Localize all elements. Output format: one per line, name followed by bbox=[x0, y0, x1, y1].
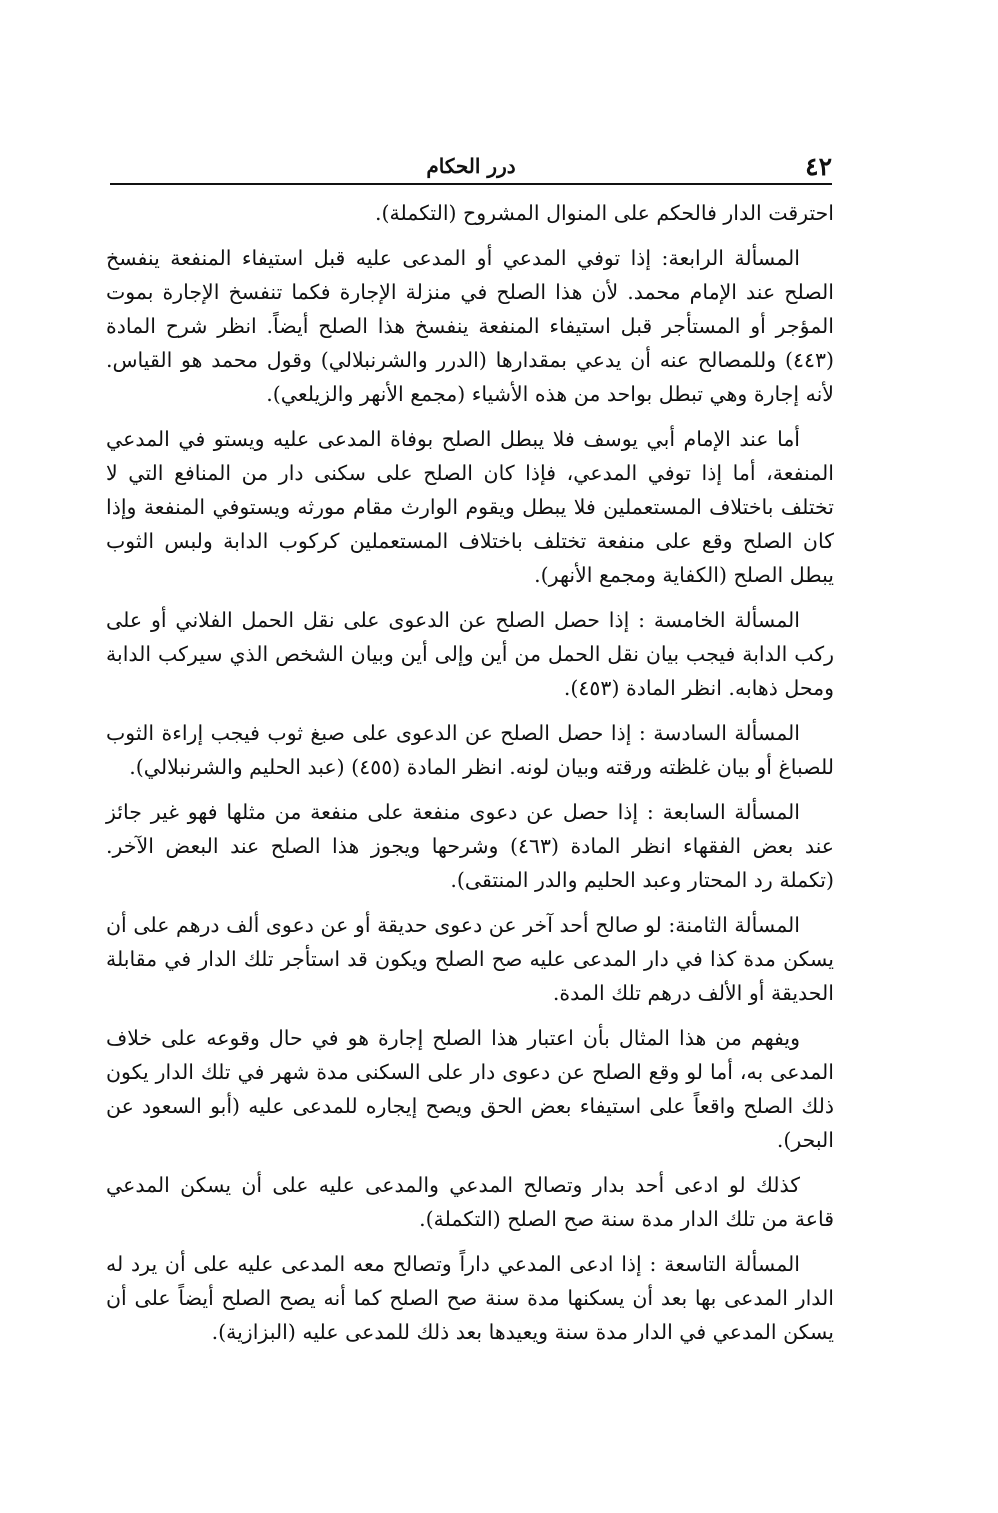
paragraph-example-note: ويفهم من هذا المثال بأن اعتبار هذا الصلح إجارة هو في حال وقوعه على خلاف المدعى به، أما لو وقع الصلح عن دعوى دار على السكنى مدة شهر في تلك الدار يكون ذلك الصلح واقعاً على استيفاء بعض الحق ويصح إيجاره للمدعى عليه (أبو السعود عن البحر). bbox=[106, 1026, 834, 1152]
paragraph-ninth-issue: المسألة التاسعة : إذا ادعى المدعي داراً وتصالح معه المدعى عليه على أن يرد له الدار المدعى بها بعد أن يسكنها مدة سنة صح الصلح كما أنه يصح الصلح أيضاً على أن يسكن المدعي في الدار مدة سنة ويعيدها بعد ذلك للمدعى عليه (البزازية). bbox=[106, 1252, 834, 1344]
paragraph-seventh-issue: المسألة السابعة : إذا حصل عن دعوى منفعة على منفعة من مثلها فهو غير جائز عند بعض الفقهاء انظر المادة (٤٦٣) وشرحها ويجوز هذا الصلح عند البعض الآخر. (تكملة رد المحتار وعبد الحليم والدر المنتقى). bbox=[106, 800, 835, 892]
running-title: درر الحكام bbox=[426, 154, 516, 178]
paragraph-sixth-issue: المسألة السادسة : إذا حصل الصلح عن الدعوى على صبغ ثوب فيجب إراءة الثوب للصباغ أو بيان غلظته ورقته وبيان لونه. انظر المادة (٤٥٥) (عبد الحليم والشرنبلالي). bbox=[106, 721, 834, 779]
body-text bbox=[106, 196, 834, 1360]
paragraph-continuation: احترقت الدار فالحكم على المنوال المشروح (التكملة). bbox=[374, 201, 834, 225]
paragraph-fifth-issue: المسألة الخامسة : إذا حصل الصلح عن الدعوى على نقل الحمل الفلاني أو على ركب الدابة فيجب بيان نقل الحمل من أين وإلى أين وبيان الشخص الذي سيركب الدابة ومحل ذهابه. انظر المادة (٤٥٣). bbox=[106, 608, 834, 700]
paragraph-similar-case: كذلك لو ادعى أحد بدار وتصالح المدعي والمدعى عليه على أن يسكن المدعي قاعة من تلك الدار مدة سنة صح الصلح (التكملة). bbox=[106, 1173, 834, 1231]
page-header bbox=[110, 150, 832, 184]
page-number: ٤٢ bbox=[805, 152, 832, 181]
paragraph-fourth-issue: المسألة الرابعة: إذا توفي المدعي أو المدعى عليه قبل استيفاء المنفعة ينفسخ الصلح عند الإمام محمد. لأن هذا الصلح في منزلة الإجارة فكما تنفسخ الإجارة بموت المؤجر أو المستأجر قبل استيفاء المنفعة ينفسخ هذا الصلح أيضاً. انظر شرح المادة (٤٤٣) وللمصالح عنه أن يدعي بمقدارها (الدرر والشرنبلالي) وقول محمد هو القياس. لأنه إجارة وهي تبطل بواحد من هذه الأشياء (مجمع الأنهر والزيلعي). bbox=[106, 246, 834, 406]
paragraph-eighth-issue: المسألة الثامنة: لو صالح أحد آخر عن دعوى حديقة أو عن دعوى ألف درهم على أن يسكن مدة كذا في دار المدعى عليه صح الصلح ويكون قد استأجر تلك الدار في مقابلة الحديقة أو الألف درهم تلك المدة. bbox=[106, 913, 834, 1005]
header-rule bbox=[110, 183, 832, 185]
paragraph-abu-yusuf-view: أما عند الإمام أبي يوسف فلا يبطل الصلح بوفاة المدعى عليه ويستو في المدعي المنفعة، أما إذا توفي المدعي، فإذا كان الصلح على سكنى دار من المنافع التي لا تختلف باختلاف المستعملين فلا يبطل ويقوم الوارث مقام مورثه ويستوفي المنفعة وإذا كان الصلح وقع على منفعة تختلف باختلاف المستعملين كركوب الدابة ولبس الثوب يبطل الصلح (الكفاية ومجمع الأنهر). bbox=[106, 427, 834, 587]
